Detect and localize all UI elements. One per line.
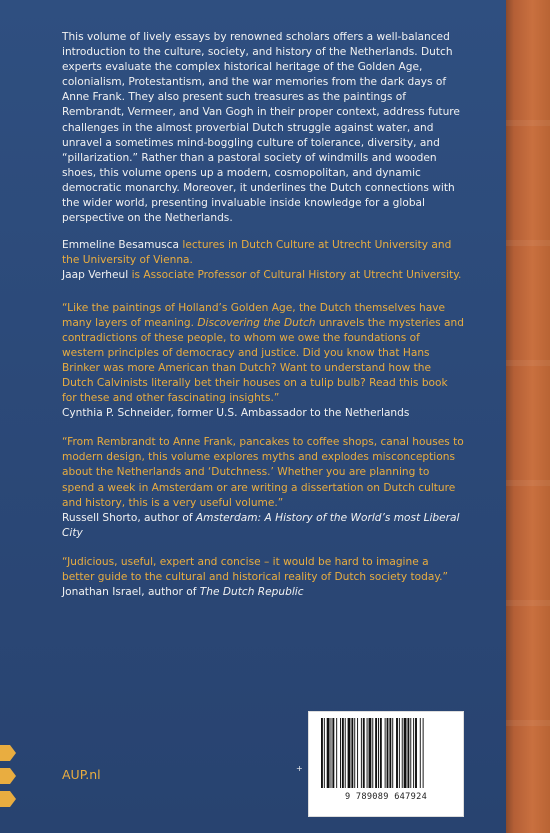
editor-bio (62, 268, 464, 283)
endorsement (62, 301, 464, 422)
book-description: This volume of lively essays by renowned scholars offers a well-balanced introduction to the culture, society, and history of the Netherlands. Dutch experts evaluate the complex historical heritage of the Golden Age, colonialism, Protestantism, and the war memories from the dark days of Anne Frank. They also present such treasures as the paintings of Rembrandt, Vermeer, and Van Gogh in their proper context, address future challenges in the almost proverbial Dutch struggle against water, and unravel a sometimes mind-boggling culture of tolerance, diversity, and “pillarization.” Rather than a pastoral society of windmills and wooden shoes, this volume opens up a modern, cosmopolitan, and dynamic democratic monarchy. Moreover, it underlines the Dutch connections with the wider world, presenting invaluable inside knowledge for a global perspective on the Netherlands. (62, 31, 460, 225)
registration-mark: + (296, 764, 303, 773)
quote-text: “Like the paintings of Holland’s Golden Age, the Dutch themselves have many layers of meaning. Discovering the Dutch unravels the mysteries and contradictions of these people, to whom we owe the foundations of western principles of democracy and justice. Did you know that Hans Brinker was more American than Dutch? Want to understand how the Dutch Calvinists literally bet their houses on a tulip bulb? Read this book for these and other fascinating insights.” (62, 301, 464, 405)
spine-edge (506, 0, 550, 833)
editor-name: Jaap Verheul (62, 269, 129, 282)
editor-role: lectures in Dutch Culture at Utrecht University and the University of Vienna. (62, 239, 452, 267)
editor-role: is Associate Professor of Cultural History at Utrecht University. (128, 269, 462, 282)
barcode (308, 711, 464, 817)
quote-attribution: Russell Shorto, author of Amsterdam: A History of the World’s most Liberal City (62, 511, 460, 539)
isbn-number: 9 789089 647924 (344, 792, 428, 802)
editor-bio (62, 238, 464, 268)
editor-bios (62, 238, 464, 283)
endorsement (62, 435, 464, 541)
quote-attribution: Jonathan Israel, author of The Dutch Republic (62, 586, 304, 599)
quote-text: “Judicious, useful, expert and concise – it would be hard to imagine a better guide to the cultural and historical reality of Dutch society today.” (62, 555, 448, 583)
aup-logo-icon (0, 745, 26, 807)
editor-name: Emmeline Besamusca (62, 239, 180, 252)
endorsement (62, 555, 464, 600)
back-cover-text (62, 30, 464, 614)
barcode-icon (321, 718, 451, 788)
quote-text: “From Rembrandt to Anne Frank, pancakes to coffee shops, canal houses to modern design, this volume explores myths and explodes misconceptions about the Netherlands and ‘Dutchness.’ Whether you are planning to spend a week in Amsterdam or are writing a dissertation on Dutch culture and history, this is a very useful volume.” (62, 436, 464, 509)
quote-attribution: Cynthia P. Schneider, former U.S. Ambassador to the Netherlands (62, 407, 410, 420)
publisher-website[interactable]: AUP.nl (62, 767, 101, 782)
